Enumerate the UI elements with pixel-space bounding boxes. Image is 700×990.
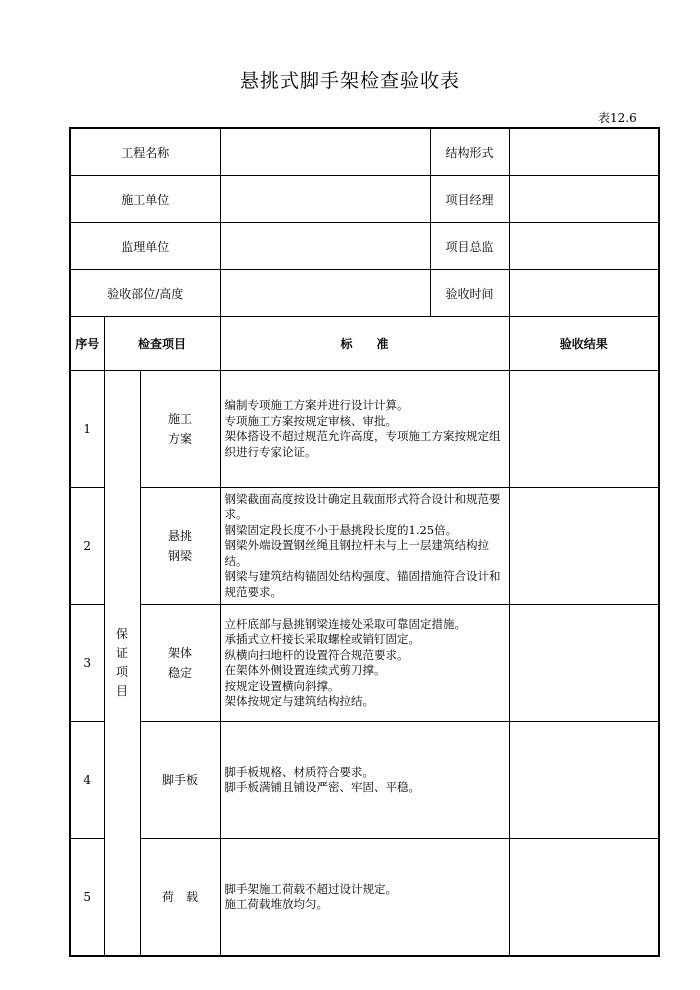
standard-line: 钢梁固定段长度不小于悬挑段长度的1.25倍。 [224,522,458,537]
category-char: 项 [115,665,128,679]
header-row [70,317,659,371]
acceptance-time-label: 验收时间 [430,270,509,317]
item-name-line: 荷 载 [162,890,199,904]
acceptance-part-label: 验收部位/高度 [70,270,220,317]
item-name-cell [140,371,220,488]
project-manager-label: 项目经理 [430,176,509,223]
item-name-cell [140,839,220,957]
info-row-supervision [70,223,659,270]
supervision-unit-label: 监理单位 [70,223,220,270]
result-header: 验收结果 [509,317,659,371]
standard-line: 立杆底部与悬挑钢梁连接处采取可靠固定措施。 [224,616,467,631]
item-name-line: 稳定 [168,666,193,680]
item-name-line: 钢梁 [168,549,193,563]
item-name-cell [140,488,220,605]
standard-line: 脚手板满铺且铺设严密、牢固、平稳。 [224,780,421,794]
standard-line: 按规定设置横向斜撑。 [224,678,340,693]
table-row [70,605,659,722]
item-name-line: 脚手板 [162,773,199,787]
result-field[interactable] [509,371,659,488]
info-row-acceptance [70,270,659,317]
table-number: 表12.6 [598,111,637,125]
standard-line: 架体按规定与建筑结构拉结。 [224,694,375,708]
standard-line: 钢梁与建筑结构锚固处结构强度、锚固措施符合设计和规范要求。 [224,569,501,599]
result-field[interactable] [509,839,659,957]
item-name-cell [140,722,220,839]
standard-line: 编制专项施工方案并进行设计计算。 [224,398,409,412]
table-row [70,722,659,839]
standard-line: 架体搭设不超过规范允许高度，专项施工方案按规定组织进行专家论证。 [224,429,501,459]
category-char: 保 [115,627,128,641]
standard-line: 专项施工方案按规定审核、审批。 [224,413,398,428]
standard-header: 标 准 [220,317,509,371]
page-title: 悬挑式脚手架检查验收表 [239,70,460,92]
item-name-line: 悬挑 [168,529,193,543]
project-director-label: 项目总监 [430,223,509,270]
project-name-label: 工程名称 [70,128,220,176]
seq-header: 序号 [70,317,104,371]
project-manager-field[interactable] [509,176,659,223]
seq-cell: 1 [70,371,104,488]
structure-form-label: 结构形式 [430,128,509,176]
seq-cell: 2 [70,488,104,605]
standard-cell [220,605,509,722]
standard-line: 脚手架施工荷载不超过设计规定。 [224,881,398,896]
check-item-header: 检查项目 [104,317,220,371]
standard-cell [220,722,509,839]
info-row-project [70,128,659,176]
project-name-field[interactable] [220,128,430,176]
standard-line: 承插式立杆接长采取螺栓或销钉固定。 [224,632,421,646]
table-row [70,371,659,488]
item-name-cell [140,605,220,722]
acceptance-part-field[interactable] [220,270,430,317]
item-name-line: 方案 [168,432,193,446]
table-row [70,839,659,957]
category-char: 证 [115,646,128,660]
category-char: 目 [115,684,128,698]
standard-line: 纵横向扫地杆的设置符合规范要求。 [224,647,409,662]
seq-cell: 3 [70,605,104,722]
inspection-form-table [69,127,660,957]
standard-line: 施工荷载堆放均匀。 [224,897,329,911]
standard-line: 脚手板规格、材质符合要求。 [224,764,375,779]
standard-line: 在架体外侧设置连续式剪刀撑。 [224,663,386,677]
category-cell [104,371,140,957]
seq-cell: 4 [70,722,104,839]
standard-line: 钢梁截面高度按设计确定且载面形式符合设计和规范要求。 [224,491,501,522]
supervision-unit-field[interactable] [220,223,430,270]
construction-unit-label: 施工单位 [70,176,220,223]
standard-cell [220,488,509,605]
standard-line: 钢梁外端设置钢丝绳且钢拉杆未与上一层建筑结构拉结。 [224,538,490,568]
item-name-line: 架体 [168,646,193,660]
standard-cell [220,371,509,488]
construction-unit-field[interactable] [220,176,430,223]
seq-cell: 5 [70,839,104,957]
item-name-line: 施工 [168,412,193,426]
result-field[interactable] [509,605,659,722]
result-field[interactable] [509,722,659,839]
acceptance-time-field[interactable] [509,270,659,317]
project-director-field[interactable] [509,223,659,270]
info-row-construction [70,176,659,223]
table-row [70,488,659,605]
standard-cell [220,839,509,957]
result-field[interactable] [509,488,659,605]
structure-form-field[interactable] [509,128,659,176]
